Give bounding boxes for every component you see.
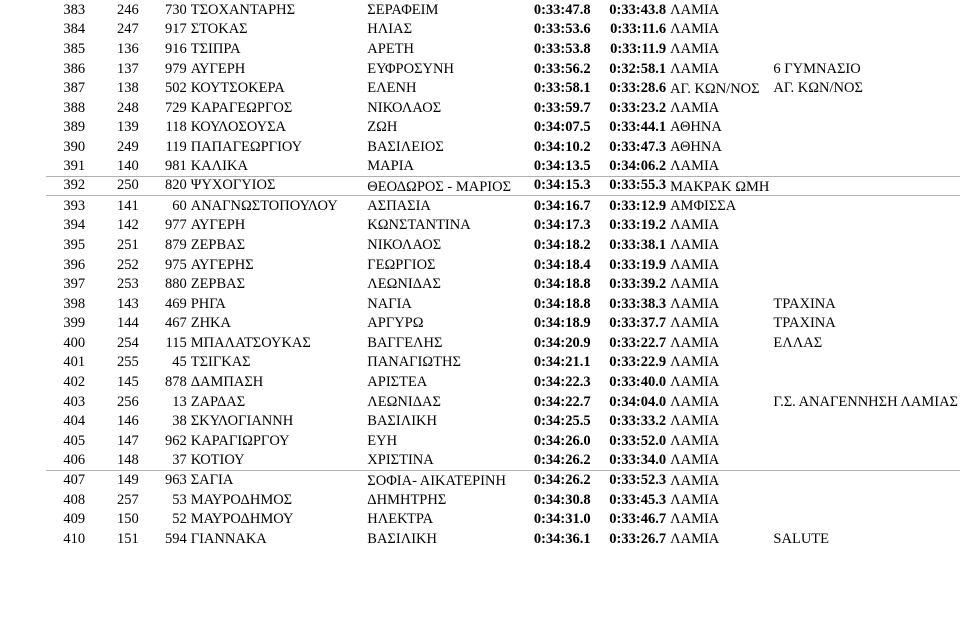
category-position-cell: 255: [116, 354, 139, 371]
bib-number-cell: 45: [172, 354, 187, 371]
table-row: [46, 20, 960, 40]
bib-number-cell: 38: [172, 413, 187, 430]
bib-number-cell: 119: [165, 138, 187, 155]
category-position-cell: 145: [116, 374, 139, 391]
bib-number-cell: 879: [164, 236, 187, 253]
gun-time-cell: 0:34:07.5: [533, 119, 591, 136]
surname-cell: ΑΥΓΕΡΗΣ: [190, 256, 254, 273]
net-time-cell: 0:33:39.2: [609, 276, 667, 293]
category-position-cell: 140: [87, 157, 141, 177]
gun-time-cell: 0:34:18.8: [533, 295, 591, 312]
bib-number-cell: 962: [164, 432, 187, 449]
surname-cell: ΤΣΙΓΚΑΣ: [190, 354, 251, 371]
bib-number-cell: 37: [141, 451, 189, 471]
first-name-cell: ΚΩΝΣΤΑΝΤΙΝΑ: [367, 217, 471, 234]
gun-time-cell: 0:33:58.1: [533, 79, 591, 96]
club-cell: [771, 157, 960, 177]
category-position-cell: 246: [116, 1, 139, 18]
surname-cell: ΨΥΧΟΓΥΙΟΣ: [189, 176, 366, 196]
club-cell: [771, 255, 960, 275]
gun-time-cell: 0:34:15.3: [513, 176, 593, 196]
results-table: [46, 0, 960, 549]
gun-time-cell: 0:34:26.0: [533, 432, 591, 449]
gun-time-cell: 0:33:53.8: [533, 40, 591, 57]
table-row: [46, 411, 960, 431]
table-row: [46, 529, 960, 549]
gun-time-cell: 0:34:18.8: [533, 276, 591, 293]
table-row: [46, 137, 960, 157]
city-cell: ΛΑΜΙΑ: [668, 451, 771, 471]
city-cell: ΛΑΜΙΑ: [670, 491, 720, 508]
bib-number-cell: 52: [172, 511, 187, 528]
position-cell: 388: [63, 99, 86, 116]
gun-time-cell: 0:34:10.2: [533, 138, 591, 155]
category-position-cell: 143: [116, 295, 139, 312]
city-cell: ΛΑΜΙΑ: [670, 432, 720, 449]
city-cell: ΛΑΜΙΑ: [670, 99, 720, 116]
gun-time-cell: 0:33:53.6: [533, 21, 591, 38]
first-name-cell: ΛΕΩΝΙΔΑΣ: [367, 276, 441, 293]
first-name-cell: ΑΣΠΑΣΙΑ: [367, 197, 431, 214]
first-name-cell: ΔΗΜΗΤΡΗΣ: [367, 491, 447, 508]
gun-time-cell: 0:34:18.2: [533, 236, 591, 253]
table-row: [46, 157, 960, 177]
table-row: [46, 333, 960, 353]
club-cell: [771, 0, 960, 20]
club-cell: [771, 470, 960, 490]
first-name-cell: ΑΡΙΣΤΕΑ: [367, 374, 428, 391]
surname-cell: ΖΕΡΒΑΣ: [190, 276, 246, 293]
category-position-cell: 146: [116, 413, 139, 430]
surname-cell: ΚΟΤΙΟΥ: [189, 451, 366, 471]
table-row: [46, 176, 960, 196]
bib-number-cell: 467: [164, 315, 187, 332]
net-time-cell: 0:33:44.1: [609, 119, 667, 136]
first-name-cell: ΒΑΣΙΛΙΚΗ: [367, 413, 437, 430]
position-cell: 391: [46, 157, 87, 177]
position-cell: 409: [63, 511, 86, 528]
first-name-cell: ΗΛΕΚΤΡΑ: [367, 511, 434, 528]
table-row: [46, 98, 960, 118]
table-row: [46, 0, 960, 20]
net-time-cell: 0:33:45.3: [609, 491, 667, 508]
position-cell: 405: [63, 432, 86, 449]
position-cell: 403: [63, 393, 86, 410]
first-name-cell: ΧΡΙΣΤΙΝΑ: [365, 451, 513, 471]
position-cell: 394: [63, 217, 86, 234]
first-name-cell: ΝΙΚΟΛΑΟΣ: [367, 236, 442, 253]
city-cell: ΛΑΜΙΑ: [668, 157, 771, 177]
bib-number-cell: 981: [141, 157, 189, 177]
bib-number-cell: 963: [164, 471, 187, 488]
position-cell: 396: [63, 256, 86, 273]
first-name-cell: ΝΙΚΟΛΑΟΣ: [367, 99, 442, 116]
category-position-cell: 139: [116, 119, 139, 136]
position-cell: 406: [46, 451, 87, 471]
position-cell: 397: [63, 276, 86, 293]
club-cell: [771, 431, 960, 451]
bib-number-cell: 469: [164, 295, 187, 312]
position-cell: 390: [63, 138, 86, 155]
club-cell: ΑΓ. ΚΩΝ/ΝΟΣ: [773, 80, 863, 97]
club-cell: [771, 137, 960, 157]
gun-time-cell: 0:33:59.7: [533, 99, 591, 116]
net-time-cell: 0:33:40.0: [609, 374, 667, 391]
surname-cell: ΖΑΡΔΑΣ: [190, 393, 246, 410]
surname-cell: ΚΑΛΙΚΑ: [189, 157, 366, 177]
gun-time-cell: 0:34:36.1: [533, 530, 591, 547]
category-position-cell: 247: [116, 21, 139, 38]
category-position-cell: 249: [116, 138, 139, 155]
gun-time-cell: 0:34:22.3: [533, 374, 591, 391]
surname-cell: ΚΟΥΛΟΣΟΥΣΑ: [190, 119, 286, 136]
results-body: [46, 0, 960, 549]
category-position-cell: 150: [116, 511, 139, 528]
position-cell: 400: [63, 334, 86, 351]
club-cell: [771, 98, 960, 118]
bib-number-cell: 115: [165, 334, 187, 351]
city-cell: ΛΑΜΙΑ: [670, 530, 720, 547]
category-position-cell: 136: [116, 40, 139, 57]
club-cell: [771, 196, 960, 216]
surname-cell: ΚΟΥΤΣΟΚΕΡΑ: [190, 79, 285, 96]
gun-time-cell: 0:33:56.2: [533, 60, 591, 77]
gun-time-cell: 0:34:18.9: [533, 315, 591, 332]
bib-number-cell: 502: [164, 79, 187, 96]
net-time-cell: 0:34:04.0: [609, 393, 667, 410]
table-row: [46, 372, 960, 392]
first-name-cell: ΖΩΗ: [367, 119, 398, 136]
club-cell: Γ.Σ. ΑΝΑΓΕΝΝΗΣΗ ΛΑΜΙΑΣ: [773, 393, 958, 410]
position-cell: 402: [63, 374, 86, 391]
position-cell: 407: [63, 471, 86, 488]
first-name-cell: ΑΡΕΤΗ: [367, 40, 415, 57]
city-cell: ΛΑΜΙΑ: [670, 1, 720, 18]
position-cell: 399: [63, 315, 86, 332]
city-cell: ΛΑΜΙΑ: [670, 40, 720, 57]
city-cell: ΛΑΜΙΑ: [670, 354, 720, 371]
surname-cell: ΑΥΓΕΡΗ: [190, 60, 246, 77]
net-time-cell: 0:32:58.1: [609, 60, 667, 77]
table-row: [46, 509, 960, 529]
club-cell: [771, 118, 960, 138]
net-time-cell: 0:33:28.6: [609, 79, 667, 96]
city-cell: ΛΑΜΙΑ: [670, 236, 720, 253]
bib-number-cell: 917: [164, 21, 187, 38]
city-cell: ΑΜΦΙΣΣΑ: [670, 197, 737, 214]
net-time-cell: 0:33:34.0: [593, 451, 668, 471]
position-cell: 398: [63, 295, 86, 312]
club-cell: [771, 451, 960, 471]
city-cell: ΛΑΜΙΑ: [670, 334, 720, 351]
gun-time-cell: 0:34:26.2: [533, 471, 591, 488]
category-position-cell: 252: [116, 256, 139, 273]
table-row: [46, 59, 960, 79]
category-position-cell: 253: [116, 276, 139, 293]
surname-cell: ΓΙΑΝΝΑΚΑ: [190, 530, 267, 547]
first-name-cell: ΣΟΦΙΑ- ΑΙΚΑΤΕΡΙΝΗ: [367, 472, 506, 489]
table-row: [46, 490, 960, 510]
bib-number-cell: 730: [164, 1, 187, 18]
category-position-cell: 149: [116, 471, 139, 488]
surname-cell: ΡΗΓΑ: [190, 295, 226, 312]
surname-cell: ΣΤΟΚΑΣ: [190, 21, 248, 38]
club-cell: ΤΡΑΧΙΝΑ: [773, 315, 836, 332]
city-cell: ΛΑΜΙΑ: [670, 374, 720, 391]
net-time-cell: 0:33:12.9: [609, 197, 667, 214]
city-cell: ΑΘΗΝΑ: [670, 119, 722, 136]
net-time-cell: 0:33:52.0: [609, 432, 667, 449]
surname-cell: ΜΑΥΡΟΔΗΜΟΥ: [190, 511, 294, 528]
net-time-cell: 0:33:46.7: [609, 511, 667, 528]
net-time-cell: 0:33:19.9: [609, 256, 667, 273]
club-cell: [771, 216, 960, 236]
surname-cell: ΜΑΥΡΟΔΗΜΟΣ: [190, 491, 293, 508]
position-cell: 408: [63, 491, 86, 508]
gun-time-cell: 0:34:26.2: [513, 451, 593, 471]
city-cell: ΜΑΚΡΑΚ ΩΜΗ: [668, 176, 771, 196]
category-position-cell: 148: [87, 451, 141, 471]
first-name-cell: ΒΑΓΓΕΛΗΣ: [367, 334, 443, 351]
position-cell: 401: [63, 354, 86, 371]
category-position-cell: 250: [87, 176, 141, 196]
net-time-cell: 0:33:11.6: [610, 21, 667, 38]
bib-number-cell: 820: [141, 176, 189, 196]
surname-cell: ΑΥΓΕΡΗ: [190, 217, 246, 234]
position-cell: 393: [63, 197, 86, 214]
city-cell: ΛΑΜΙΑ: [670, 60, 720, 77]
club-cell: [771, 235, 960, 255]
gun-time-cell: 0:34:16.7: [533, 197, 591, 214]
table-row: [46, 216, 960, 236]
category-position-cell: 251: [116, 236, 139, 253]
position-cell: 387: [63, 79, 86, 96]
club-cell: [771, 39, 960, 59]
city-cell: ΛΑΜΙΑ: [670, 256, 720, 273]
city-cell: ΛΑΜΙΑ: [670, 295, 720, 312]
first-name-cell: ΝΑΓΙΑ: [367, 295, 412, 312]
position-cell: 383: [63, 1, 86, 18]
club-cell: [771, 20, 960, 40]
surname-cell: ΔΑΜΠΑΣΗ: [190, 374, 264, 391]
category-position-cell: 256: [116, 393, 139, 410]
city-cell: ΛΑΜΙΑ: [670, 217, 720, 234]
club-cell: [771, 509, 960, 529]
table-row: [46, 392, 960, 412]
bib-number-cell: 53: [172, 491, 187, 508]
net-time-cell: 0:33:43.8: [609, 1, 667, 18]
club-cell: 6 ΓΥΜΝΑΣΙΟ: [773, 60, 861, 77]
position-cell: 386: [63, 60, 86, 77]
first-name-cell: ΑΡΓΥΡΩ: [367, 315, 424, 332]
net-time-cell: 0:34:06.2: [593, 157, 668, 177]
category-position-cell: 257: [116, 491, 139, 508]
net-time-cell: 0:33:52.3: [609, 471, 667, 488]
club-cell: [771, 411, 960, 431]
first-name-cell: ΠΑΝΑΓΙΩΤΗΣ: [367, 354, 461, 371]
net-time-cell: 0:33:38.1: [609, 236, 667, 253]
bib-number-cell: 977: [164, 217, 187, 234]
first-name-cell: ΜΑΡΙΑ: [365, 157, 513, 177]
club-cell: ΕΛΛΑΣ: [773, 334, 823, 351]
first-name-cell: ΓΕΩΡΓΙΟΣ: [367, 256, 436, 273]
gun-time-cell: 0:34:30.8: [533, 491, 591, 508]
first-name-cell: ΛΕΩΝΙΔΑΣ: [367, 393, 441, 410]
category-position-cell: 138: [116, 79, 139, 96]
surname-cell: ΖΗΚΑ: [190, 315, 231, 332]
net-time-cell: 0:33:23.2: [609, 99, 667, 116]
surname-cell: ΣΑΓΙΑ: [190, 471, 234, 488]
gun-time-cell: 0:34:31.0: [533, 511, 591, 528]
club-cell: [771, 372, 960, 392]
gun-time-cell: 0:34:17.3: [533, 217, 591, 234]
surname-cell: ΜΠΑΛΑΤΣΟΥΚΑΣ: [190, 334, 311, 351]
net-time-cell: 0:33:11.9: [610, 40, 667, 57]
category-position-cell: 141: [116, 197, 139, 214]
bib-number-cell: 975: [164, 256, 187, 273]
net-time-cell: 0:33:26.7: [609, 530, 667, 547]
bib-number-cell: 13: [172, 393, 187, 410]
city-cell: ΑΘΗΝΑ: [670, 138, 722, 155]
net-time-cell: 0:33:22.7: [609, 334, 667, 351]
net-time-cell: 0:33:55.3: [593, 176, 668, 196]
first-name-cell: ΒΑΣΙΛΕΙΟΣ: [367, 138, 444, 155]
surname-cell: ΚΑΡΑΓΕΩΡΓΟΣ: [190, 99, 293, 116]
city-cell: ΛΑΜΙΑ: [670, 276, 720, 293]
bib-number-cell: 878: [164, 374, 187, 391]
table-row: [46, 431, 960, 451]
table-row: [46, 294, 960, 314]
bib-number-cell: 880: [164, 276, 187, 293]
position-cell: 395: [63, 236, 86, 253]
first-name-cell: ΒΑΣΙΛΙΚΗ: [367, 530, 437, 547]
bib-number-cell: 594: [164, 530, 187, 547]
category-position-cell: 254: [116, 334, 139, 351]
club-cell: [771, 353, 960, 373]
table-row: [46, 274, 960, 294]
first-name-cell: ΕΥΗ: [367, 432, 398, 449]
club-cell: ΤΡΑΧΙΝΑ: [773, 295, 836, 312]
net-time-cell: 0:33:33.2: [609, 413, 667, 430]
gun-time-cell: 0:34:20.9: [533, 334, 591, 351]
club-cell: SALUTE: [773, 530, 830, 547]
table-row: [46, 39, 960, 59]
position-cell: 410: [63, 530, 86, 547]
city-cell: ΛΑΜΙΑ: [670, 413, 720, 430]
surname-cell: ΑΝΑΓΝΩΣΤΟΠΟΥΛΟΥ: [190, 197, 338, 214]
first-name-cell: ΕΥΦΡΟΣΥΝΗ: [367, 60, 454, 77]
position-cell: 385: [63, 40, 86, 57]
category-position-cell: 137: [116, 60, 139, 77]
table-row: [46, 353, 960, 373]
gun-time-cell: 0:34:21.1: [533, 354, 591, 371]
gun-time-cell: 0:34:22.7: [533, 393, 591, 410]
city-cell: ΑΓ. ΚΩΝ/ΝΟΣ: [670, 81, 760, 98]
bib-number-cell: 729: [164, 99, 187, 116]
category-position-cell: 144: [116, 315, 139, 332]
first-name-cell: ΘΕΟΔΩΡΟΣ - ΜΑΡΙΟΣ: [365, 176, 513, 196]
category-position-cell: 151: [116, 530, 139, 547]
bib-number-cell: 60: [172, 197, 187, 214]
city-cell: ΛΑΜΙΑ: [670, 21, 720, 38]
category-position-cell: 147: [116, 432, 139, 449]
gun-time-cell: 0:34:18.4: [533, 256, 591, 273]
club-cell: [771, 176, 960, 196]
city-cell: ΛΑΜΙΑ: [670, 511, 720, 528]
first-name-cell: ΕΛΕΝΗ: [367, 80, 417, 97]
city-cell: ΛΑΜΙΑ: [670, 393, 720, 410]
table-row: [46, 78, 960, 98]
surname-cell: ΠΑΠΑΓΕΩΡΓΙΟΥ: [190, 138, 303, 155]
gun-time-cell: 0:34:25.5: [533, 413, 591, 430]
surname-cell: ΤΣΟΧΑΝΤΑΡΗΣ: [190, 1, 296, 18]
gun-time-cell: 0:33:47.8: [533, 1, 591, 18]
table-row: [46, 235, 960, 255]
position-cell: 384: [63, 21, 86, 38]
table-row: [46, 255, 960, 275]
city-cell: ΛΑΜΙΑ: [670, 315, 720, 332]
first-name-cell: ΗΛΙΑΣ: [367, 21, 413, 38]
position-cell: 392: [46, 176, 87, 196]
net-time-cell: 0:33:38.3: [609, 295, 667, 312]
bib-number-cell: 979: [164, 60, 187, 77]
category-position-cell: 248: [116, 99, 139, 116]
net-time-cell: 0:33:22.9: [609, 354, 667, 371]
first-name-cell: ΣΕΡΑΦΕΙΜ: [367, 1, 439, 18]
net-time-cell: 0:33:47.3: [609, 138, 667, 155]
surname-cell: ΖΕΡΒΑΣ: [190, 236, 246, 253]
net-time-cell: 0:33:19.2: [609, 217, 667, 234]
table-row: [46, 196, 960, 216]
club-cell: [771, 490, 960, 510]
surname-cell: ΣΚΥΛΟΓΙΑΝΝΗ: [190, 413, 294, 430]
club-cell: [771, 274, 960, 294]
table-row: [46, 118, 960, 138]
position-cell: 389: [63, 119, 86, 136]
city-cell: ΛΑΜΙΑ: [670, 472, 720, 489]
position-cell: 404: [63, 413, 86, 430]
gun-time-cell: 0:34:13.5: [513, 157, 593, 177]
category-position-cell: 142: [116, 217, 139, 234]
net-time-cell: 0:33:37.7: [609, 315, 667, 332]
table-row: [46, 451, 960, 471]
table-row: [46, 314, 960, 334]
surname-cell: ΚΑΡΑΓΙΩΡΓΟΥ: [190, 432, 290, 449]
surname-cell: ΤΣΙΠΡΑ: [190, 40, 241, 57]
bib-number-cell: 118: [165, 119, 187, 136]
bib-number-cell: 916: [164, 40, 187, 57]
table-row: [46, 470, 960, 490]
